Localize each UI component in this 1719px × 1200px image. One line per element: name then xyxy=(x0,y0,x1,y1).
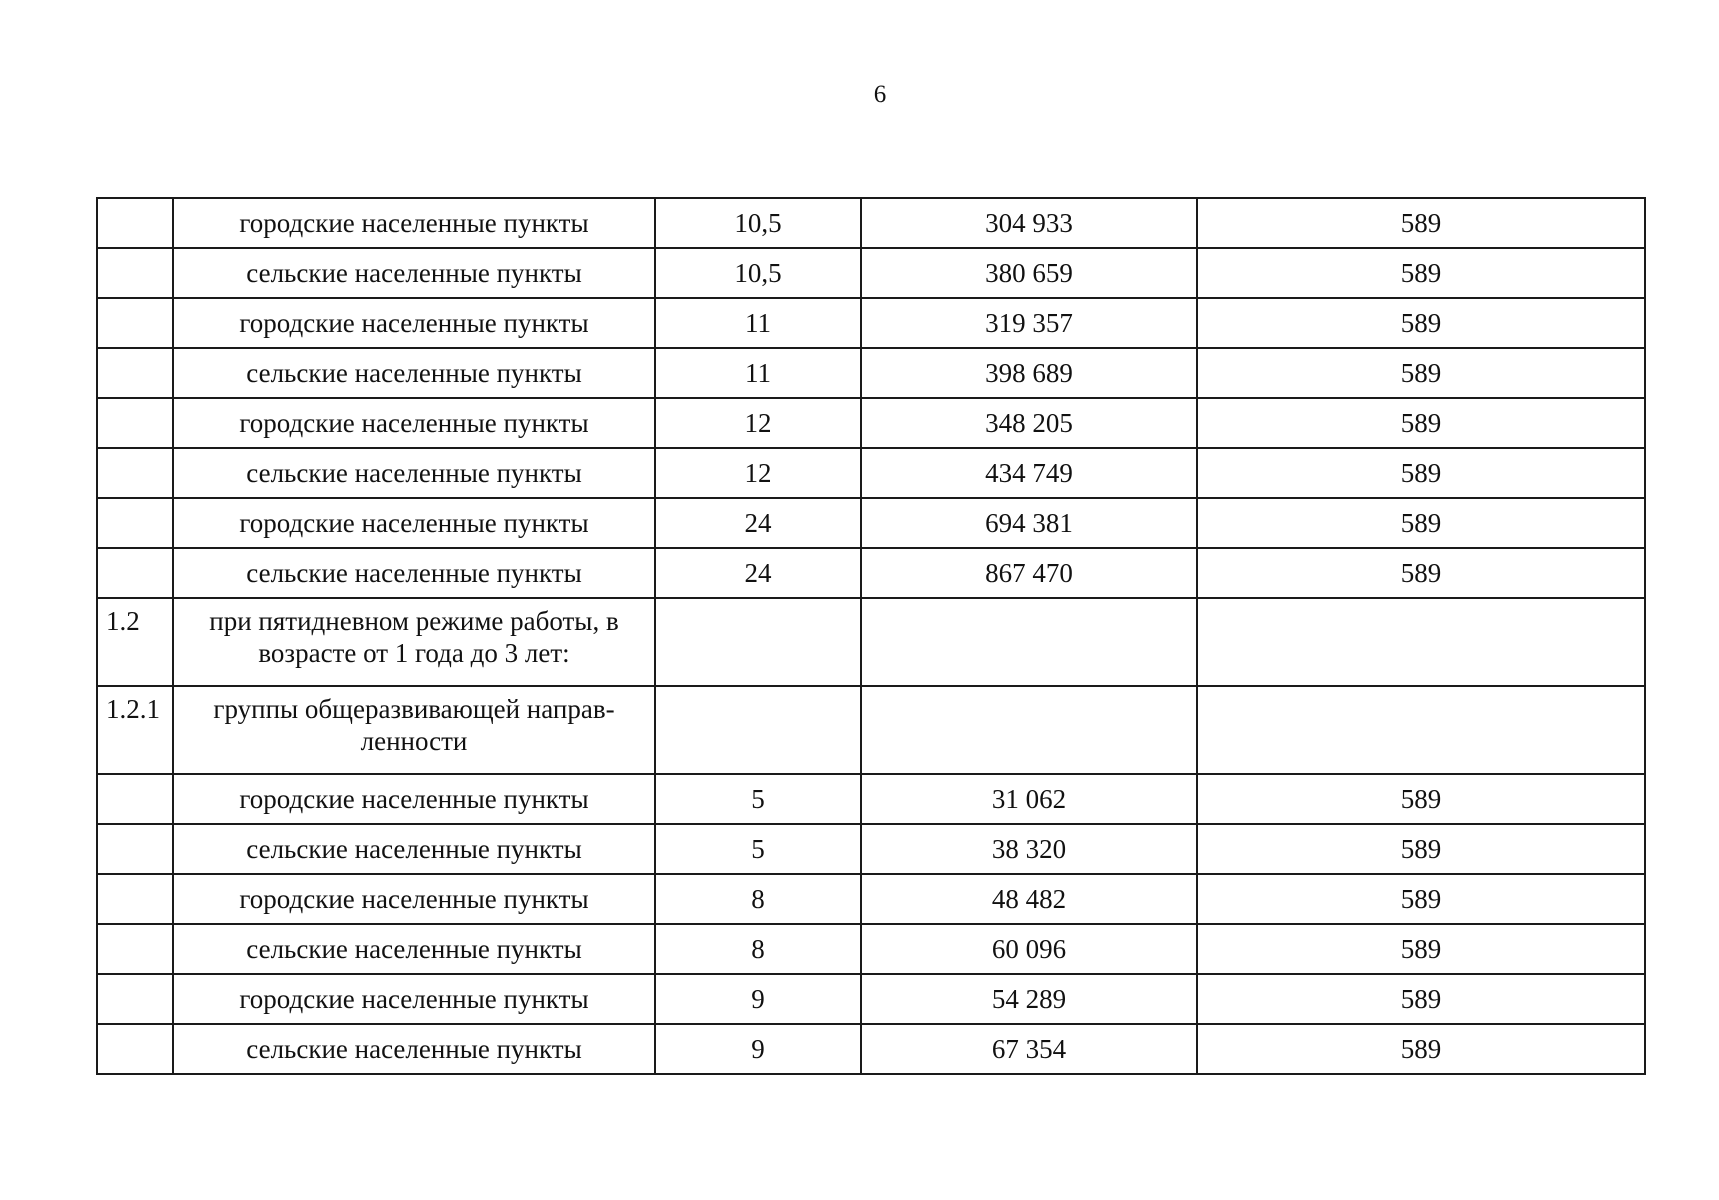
table-row xyxy=(97,974,1645,1024)
hours-cell: 12 xyxy=(655,398,861,448)
row-number-cell xyxy=(97,448,173,498)
section-title-cell: группы общеразвивающей направ-ленности xyxy=(173,686,655,774)
section-header-row xyxy=(97,686,1645,774)
section-number-cell: 1.2 xyxy=(97,598,173,686)
table-row xyxy=(97,298,1645,348)
settlement-type-cell: городские населенные пункты xyxy=(173,774,655,824)
row-number-cell xyxy=(97,398,173,448)
days-cell: 589 xyxy=(1197,1024,1645,1074)
days-cell: 589 xyxy=(1197,974,1645,1024)
table-row xyxy=(97,1024,1645,1074)
row-number-cell xyxy=(97,348,173,398)
cost-cell: 434 749 xyxy=(861,448,1197,498)
hours-cell: 24 xyxy=(655,548,861,598)
days-cell: 589 xyxy=(1197,398,1645,448)
page-number: 6 xyxy=(873,81,887,108)
section-title-cell: при пятидневном режиме работы, в возрасте от 1 года до 3 лет: xyxy=(173,598,655,686)
days-cell: 589 xyxy=(1197,298,1645,348)
days-cell: 589 xyxy=(1197,924,1645,974)
settlement-type-cell: сельские населенные пункты xyxy=(173,248,655,298)
hours-cell: 9 xyxy=(655,1024,861,1074)
hours-cell: 10,5 xyxy=(655,248,861,298)
table-row xyxy=(97,348,1645,398)
settlement-type-cell: сельские населенные пункты xyxy=(173,348,655,398)
settlement-type-cell: городские населенные пункты xyxy=(173,974,655,1024)
days-cell: 589 xyxy=(1197,874,1645,924)
cost-cell: 380 659 xyxy=(861,248,1197,298)
cost-cell: 694 381 xyxy=(861,498,1197,548)
days-cell: 589 xyxy=(1197,824,1645,874)
hours-cell: 5 xyxy=(655,774,861,824)
row-number-cell xyxy=(97,198,173,248)
hours-cell: 24 xyxy=(655,498,861,548)
section-number-cell: 1.2.1 xyxy=(97,686,173,774)
cost-cell: 48 482 xyxy=(861,874,1197,924)
hours-cell: 11 xyxy=(655,348,861,398)
hours-cell: 10,5 xyxy=(655,198,861,248)
settlement-type-cell: сельские населенные пункты xyxy=(173,824,655,874)
row-number-cell xyxy=(97,774,173,824)
table-row xyxy=(97,448,1645,498)
hours-cell: 8 xyxy=(655,874,861,924)
section-header-row xyxy=(97,598,1645,686)
cost-cell xyxy=(861,598,1197,686)
table-row xyxy=(97,198,1645,248)
cost-cell: 31 062 xyxy=(861,774,1197,824)
settlement-type-cell: сельские населенные пункты xyxy=(173,548,655,598)
settlement-type-cell: городские населенные пункты xyxy=(173,874,655,924)
table-row xyxy=(97,924,1645,974)
days-cell: 589 xyxy=(1197,348,1645,398)
hours-cell: 9 xyxy=(655,974,861,1024)
hours-cell: 12 xyxy=(655,448,861,498)
hours-cell: 5 xyxy=(655,824,861,874)
table-row xyxy=(97,824,1645,874)
days-cell: 589 xyxy=(1197,774,1645,824)
days-cell xyxy=(1197,686,1645,774)
table-row xyxy=(97,548,1645,598)
cost-cell: 319 357 xyxy=(861,298,1197,348)
row-number-cell xyxy=(97,298,173,348)
table-row xyxy=(97,498,1645,548)
cost-cell: 38 320 xyxy=(861,824,1197,874)
row-number-cell xyxy=(97,924,173,974)
hours-cell xyxy=(655,598,861,686)
cost-cell: 54 289 xyxy=(861,974,1197,1024)
settlement-type-cell: сельские населенные пункты xyxy=(173,1024,655,1074)
settlement-type-cell: сельские населенные пункты xyxy=(173,924,655,974)
settlement-type-cell: городские населенные пункты xyxy=(173,198,655,248)
hours-cell xyxy=(655,686,861,774)
days-cell: 589 xyxy=(1197,548,1645,598)
settlement-type-cell: городские населенные пункты xyxy=(173,498,655,548)
table-row xyxy=(97,248,1645,298)
cost-cell: 398 689 xyxy=(861,348,1197,398)
row-number-cell xyxy=(97,974,173,1024)
days-cell: 589 xyxy=(1197,198,1645,248)
days-cell: 589 xyxy=(1197,498,1645,548)
row-number-cell xyxy=(97,824,173,874)
row-number-cell xyxy=(97,1024,173,1074)
cost-cell xyxy=(861,686,1197,774)
cost-cell: 867 470 xyxy=(861,548,1197,598)
cost-cell: 304 933 xyxy=(861,198,1197,248)
cost-cell: 60 096 xyxy=(861,924,1197,974)
cost-cell: 67 354 xyxy=(861,1024,1197,1074)
settlement-type-cell: городские населенные пункты xyxy=(173,298,655,348)
days-cell: 589 xyxy=(1197,248,1645,298)
table-row xyxy=(97,398,1645,448)
hours-cell: 8 xyxy=(655,924,861,974)
row-number-cell xyxy=(97,548,173,598)
settlement-type-cell: сельские населенные пункты xyxy=(173,448,655,498)
days-cell xyxy=(1197,598,1645,686)
row-number-cell xyxy=(97,874,173,924)
table-row xyxy=(97,874,1645,924)
tariff-table xyxy=(96,197,1646,1075)
hours-cell: 11 xyxy=(655,298,861,348)
table-row xyxy=(97,774,1645,824)
days-cell: 589 xyxy=(1197,448,1645,498)
settlement-type-cell: городские населенные пункты xyxy=(173,398,655,448)
row-number-cell xyxy=(97,498,173,548)
cost-cell: 348 205 xyxy=(861,398,1197,448)
row-number-cell xyxy=(97,248,173,298)
